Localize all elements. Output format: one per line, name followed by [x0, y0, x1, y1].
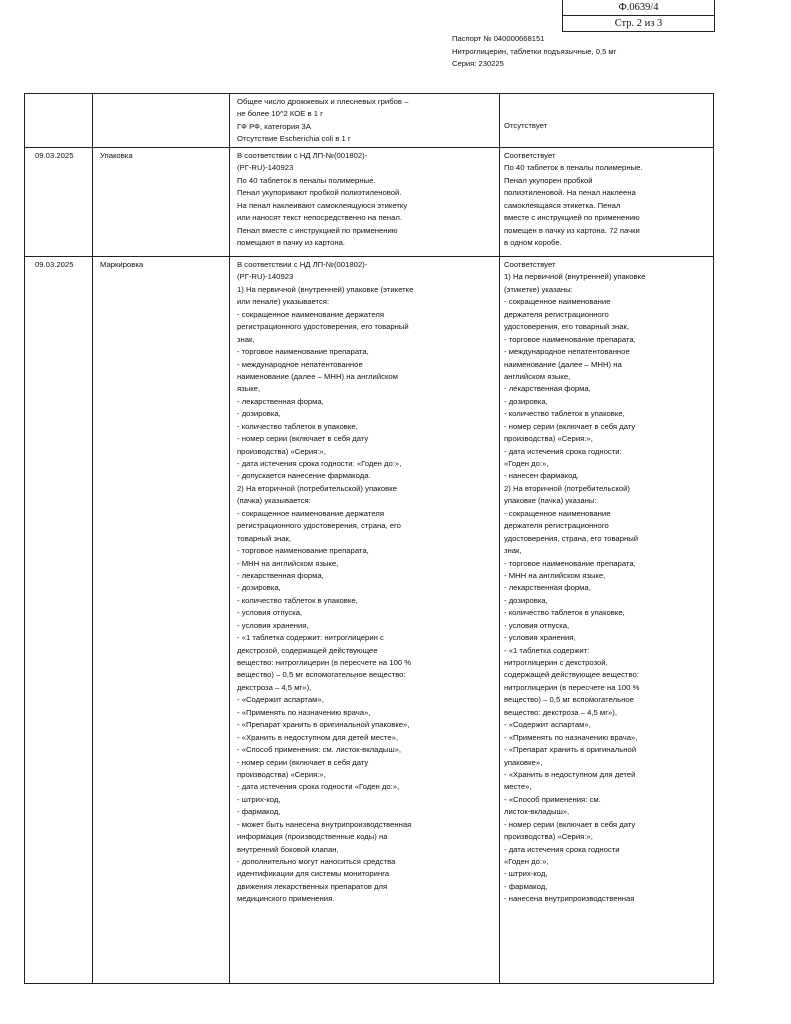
requirement-line: По 40 таблеток в пеналы полимерные. [237, 175, 376, 185]
requirement-line: - количество таблеток в упаковке, [237, 595, 358, 605]
requirement-line: не более 10^2 КОЕ в 1 г [237, 109, 323, 119]
requirement-line: наименование (далее – МНН) на английском [237, 371, 398, 381]
result-line: нитроглицерин (в пересчете на 100 % [504, 682, 640, 692]
requirement-line: - «Способ применения: см. листок-вкладыш», [237, 745, 402, 755]
document-header [452, 33, 616, 71]
requirement-line: На пенал наклеивают самоклеящуюся этикетку [237, 200, 408, 210]
result-line: - МНН на английском языке, [504, 570, 606, 580]
requirement-cell [230, 257, 500, 984]
date-text: 09.03.2025 [35, 260, 74, 269]
requirement-line: - лекарственная форма, [237, 570, 324, 580]
requirement-line: - сокращенное наименование держателя [237, 508, 385, 518]
result-line: - торговое наименование препарата, [504, 558, 636, 568]
requirement-line: Пенал укупоривают пробкой полиэтиленовой. [237, 188, 402, 198]
requirement-line: идентификации для системы мониторинга [237, 869, 390, 879]
requirement-line: помещают в пачку из картона. [237, 238, 346, 248]
section-cell [93, 94, 230, 148]
requirement-line: (РГ-RU)-140923 [237, 272, 294, 282]
result-line: удостоверения, страна, его товарный [504, 533, 639, 543]
requirement-line: - «Хранить в недоступном для детей месте», [237, 732, 399, 742]
result-line: - количество таблеток в упаковке, [504, 608, 625, 618]
result-line: производства) «Серия:», [504, 434, 593, 444]
section-text [100, 96, 229, 108]
requirement-line: - дозировка, [237, 583, 281, 593]
requirement-line: или наносят текст непосредственно на пенал. [237, 213, 403, 223]
result-line: Отсутствует [504, 121, 548, 130]
requirement-line: - «Применять по назначению врача», [237, 707, 371, 717]
result-line: - дозировка, [504, 396, 548, 406]
result-line: месте», [504, 782, 532, 792]
requirement-line: производства) «Серия:», [237, 446, 326, 456]
result-line: - дата истечения срока годности [504, 844, 620, 854]
requirement-line: ГФ РФ, категория 3А [237, 121, 311, 131]
series-number: Серия: 230225 [452, 59, 504, 68]
requirement-line: - торговое наименование препарата, [237, 546, 369, 556]
result-line: - торговое наименование препарата, [504, 334, 636, 344]
result-line: - дата истечения срока годности: [504, 446, 622, 456]
requirement-line: - дозировка, [237, 409, 281, 419]
requirement-line: декстрозой, содержащей действующее [237, 645, 378, 655]
table-row [25, 148, 714, 257]
result-line: - сокращенное наименование [504, 297, 611, 307]
requirement-line: знак, [237, 334, 255, 344]
section-text: Упаковка [100, 151, 133, 160]
result-line: в одном коробе. [504, 238, 562, 248]
result-line: самоклеящаяся этикетка. Пенал [504, 200, 621, 210]
requirement-line: внутренний боковой клапан, [237, 844, 339, 854]
result-line: - лекарственная форма, [504, 384, 591, 394]
result-line: (этикетке) указаны: [504, 284, 573, 294]
result-line: - штрих-код, [504, 869, 548, 879]
result-line: - лекарственная форма, [504, 583, 591, 593]
result-cell [500, 94, 714, 148]
table-row [25, 94, 714, 148]
result-line: держателя регистрационного [504, 521, 609, 531]
result-line: 2) На вторичной (потребительской) [504, 483, 630, 493]
date-text [35, 96, 92, 108]
requirement-line: - может быть нанесена внутрипроизводственная [237, 819, 412, 829]
requirement-line: регистрационного удостоверения, страна, его [237, 521, 401, 531]
requirement-line: - МНН на английском языке, [237, 558, 339, 568]
result-cell [500, 257, 714, 984]
requirement-line: 2) На вторичной (потребительской) упаковке [237, 483, 397, 493]
result-line: 1) На первичной (внутренней) упаковке [504, 272, 646, 282]
result-line: - «Применять по назначению врача», [504, 732, 638, 742]
result-line: - «Хранить в недоступном для детей [504, 769, 636, 779]
requirement-line: языке, [237, 384, 261, 394]
result-line: нитроглицерин с декстрозой, [504, 658, 608, 667]
result-line: удостоверения, его товарный знак, [504, 322, 630, 332]
requirement-line: вещество) – 0,5 мг вспомогательное вещество: [237, 670, 406, 680]
requirement-line: - штрих-код, [237, 794, 281, 804]
requirement-line: В соответствии с НД ЛП-№(001802)- [237, 151, 368, 160]
result-line: - «1 таблетка содержит: [504, 645, 590, 655]
result-line: - дозировка, [504, 595, 548, 605]
date-cell [25, 257, 93, 984]
result-line: Пенал укупорен пробкой [504, 175, 593, 185]
requirement-line: регистрационного удостоверения, его товарный [237, 322, 409, 332]
requirement-line: Пенал вместе с инструкцией по применению [237, 225, 398, 235]
requirement-line: Отсутствие Escherichia coli в 1 г [237, 134, 351, 144]
result-line: знак, [504, 546, 522, 556]
result-line: держателя регистрационного [504, 309, 609, 319]
form-code: Ф.0639/4 [618, 2, 659, 13]
requirement-cell [230, 148, 500, 257]
date-text: 09.03.2025 [35, 151, 74, 160]
requirement-line: информация (производственные коды) на [237, 832, 388, 842]
requirement-line: - условия хранения, [237, 620, 309, 630]
requirement-line: - номер серии (включает в себя дату [237, 757, 369, 767]
section-text: Маркировка [100, 260, 144, 269]
result-line: - количество таблеток в упаковке, [504, 409, 625, 419]
page-number: Стр. 2 из 3 [563, 15, 714, 31]
result-line: - международное непатентованное [504, 347, 630, 357]
requirement-line: движения лекарственных препаратов для [237, 881, 388, 891]
result-line: По 40 таблеток в пеналы полимерные. [504, 163, 643, 173]
requirement-line: (пачка) указывается: [237, 496, 311, 506]
result-line: - нанесен фармакод. [504, 471, 579, 481]
result-line: - «Содержит аспартам», [504, 720, 591, 730]
requirement-line: товарный знак, [237, 533, 292, 543]
passport-number: Паспорт № 040000668151 [452, 34, 545, 43]
requirement-line: - «Препарат хранить в оригинальной упаковке», [237, 720, 410, 730]
section-cell [93, 257, 230, 984]
result-line: производства) «Серия:», [504, 832, 593, 842]
result-line: - условия отпуска, [504, 620, 570, 630]
requirement-line: В соответствии с НД ЛП-№(001802)- [237, 260, 368, 269]
result-line: Соответствует [504, 260, 556, 269]
result-line: помещен в пачку из картона. 72 пачки [504, 225, 640, 235]
result-line: - нанесена внутрипроизводственная [504, 894, 635, 904]
result-line: английском языке, [504, 371, 571, 381]
result-line: «Годен до:», [504, 459, 549, 468]
requirement-line: декстроза – 4,5 мг»), [237, 682, 312, 692]
requirement-line: - сокращенное наименование держателя [237, 309, 385, 319]
result-line: - номер серии (включает в себя дату [504, 819, 636, 829]
requirement-cell [230, 94, 500, 148]
result-line: листок-вкладыш», [504, 807, 570, 817]
result-line: Соответствует [504, 151, 556, 160]
result-line: - «Способ применения: см. [504, 794, 601, 804]
requirement-line: - «Содержит аспартам», [237, 695, 324, 705]
requirement-line: - международное непатентованное [237, 359, 363, 369]
requirement-line: - лекарственная форма, [237, 396, 324, 406]
result-line: - условия хранения, [504, 633, 576, 643]
requirement-line: (РГ-RU)-140923 [237, 163, 294, 173]
requirement-line: - допускается нанесение фармакода. [237, 471, 371, 481]
requirement-line: производства) «Серия:», [237, 769, 326, 779]
result-line: упаковке», [504, 757, 543, 767]
quality-passport-table [24, 93, 714, 984]
product-name: Нитроглицерин, таблетки подъязычные, 0,5 мг [452, 46, 617, 56]
requirement-line: вещество: нитроглицерин (в пересчете на 100 % [237, 658, 412, 667]
date-cell [25, 94, 93, 148]
table-row [25, 257, 714, 984]
form-code-box [562, 0, 715, 32]
result-line: - номер серии (включает в себя дату [504, 421, 636, 431]
result-line: - фармакод, [504, 881, 548, 891]
result-line: «Годен до:», [504, 857, 549, 866]
result-line: - «Препарат хранить в оригинальной [504, 745, 637, 755]
result-line: наименование (далее – МНН) на [504, 359, 622, 369]
requirement-line: - «1 таблетка содержит: нитроглицерин с [237, 633, 384, 643]
requirement-line: - количество таблеток в упаковке, [237, 421, 358, 431]
result-line: вместе с инструкцией по применению [504, 213, 640, 223]
result-line: вещество) – 0,5 мг вспомогательное [504, 695, 634, 705]
section-cell [93, 148, 230, 257]
result-line: содержащей действующее вещество: [504, 670, 639, 680]
requirement-line: медицинского применения. [237, 894, 335, 904]
result-line: полиэтиленовой. На пенал наклеена [504, 188, 636, 198]
requirement-line: - торговое наименование препарата, [237, 347, 369, 357]
requirement-line: - условия отпуска, [237, 608, 303, 618]
requirement-line: - дата истечения срока годности: «Годен до:», [237, 459, 402, 468]
requirement-line: - дополнительно могут наноситься средства [237, 857, 396, 866]
requirement-line: - дата истечения срока годности «Годен до:», [237, 782, 400, 792]
date-cell [25, 148, 93, 257]
requirement-line: 1) На первичной (внутренней) упаковке (этикетке [237, 284, 414, 294]
result-line: упаковке (пачка) указаны: [504, 496, 597, 506]
requirement-line: - фармакод, [237, 807, 281, 817]
result-line: вещество: декстроза – 4,5 мг»), [504, 707, 617, 717]
requirement-line: - номер серии (включает в себя дату [237, 434, 369, 444]
result-cell [500, 148, 714, 257]
result-line: - сокращенное наименование [504, 508, 611, 518]
requirement-line: или пенале) указывается: [237, 297, 330, 307]
requirement-line: Общее число дрожжевых и плесневых грибов – [237, 97, 409, 106]
